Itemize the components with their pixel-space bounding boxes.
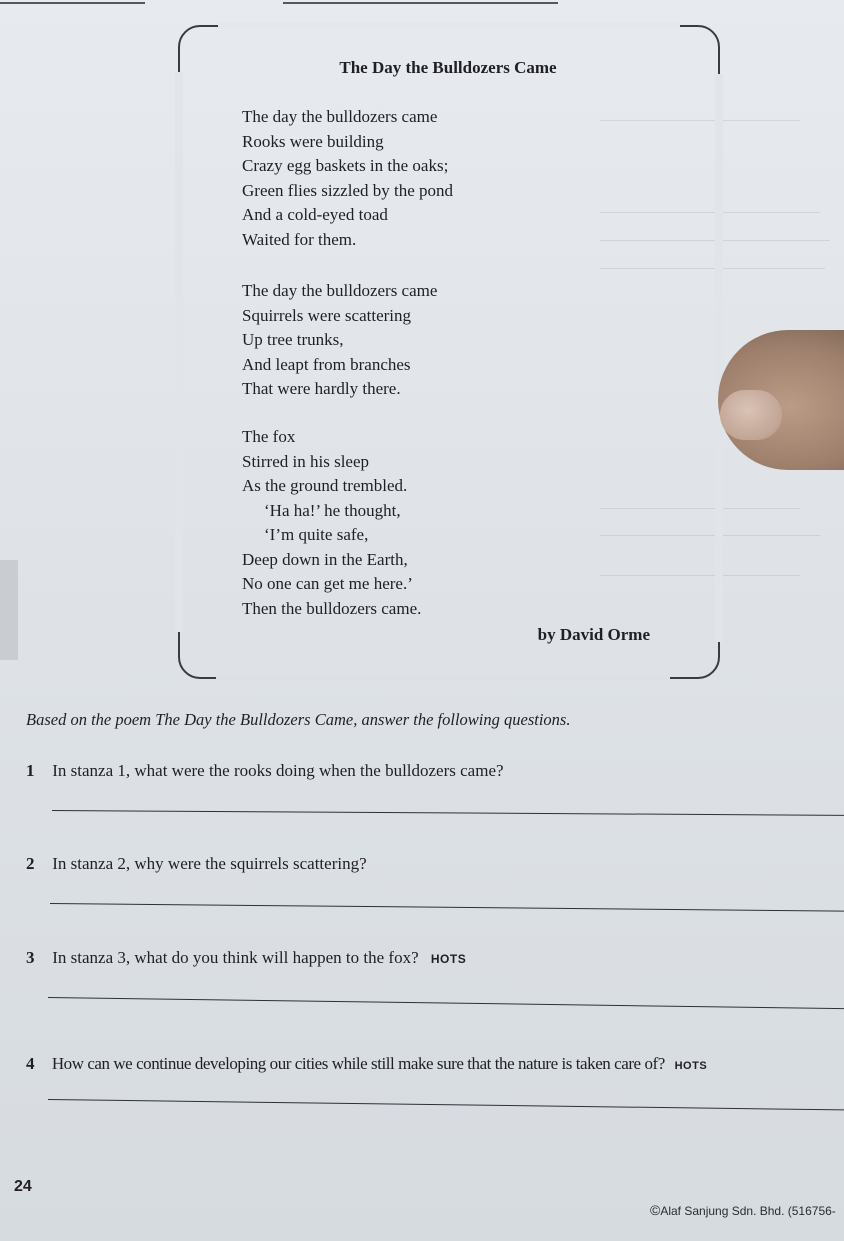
poem-author: by David Orme [537,625,650,644]
copyright-icon: © [650,1202,661,1218]
question-3 [26,948,466,968]
copyright-text: Alaf Sanjung Sdn. Bhd. (516756- [660,1204,836,1218]
question-number: 2 [26,854,35,873]
question-text: In stanza 3, what do you think will happen to the fox? [52,948,419,967]
poem-line: ‘I’m quite safe, [264,525,369,544]
page-number: 24 [14,1178,32,1195]
poem-stanza-1 [242,105,453,252]
poem-line: Deep down in the Earth, [242,549,408,569]
poem-line: Waited for them. [242,229,357,249]
poem-line: The fox [242,427,296,446]
answer-line-1[interactable] [52,810,844,816]
poem-line: The day the bulldozers came [242,281,438,300]
question-number: 1 [26,761,35,780]
question-4 [26,1054,707,1074]
question-1 [26,761,504,781]
poem-line: Green flies sizzled by the pond [242,180,454,200]
answer-line-4[interactable] [48,1099,844,1110]
poem-stanza-3 [242,425,421,621]
answer-line-2[interactable] [50,903,844,912]
question-text: How can we continue developing our cities while still make sure that the nature is taken care of? [51,1054,665,1073]
poem-line: And a cold-eyed toad [242,205,388,224]
question-number: 3 [26,948,35,967]
poem-line: That were hardly there. [242,379,401,398]
poem-line: Up tree trunks, [242,330,344,349]
frame-gap [715,74,723,642]
answer-line-3[interactable] [48,997,844,1009]
poem-line: Then the bulldozers came. [242,598,422,618]
poem-stanza-2 [242,279,437,402]
frame-gap [216,675,670,682]
poem-line: ‘Ha ha!’ he thought, [264,500,401,520]
poem-line: Crazy egg baskets in the oaks; [242,156,449,175]
thumbnail-nail-overlay [720,390,782,440]
poem-line: As the ground trembled. [242,476,408,495]
poem-line: Rooks were building [242,131,384,151]
poem-title: The Day the Bulldozers Came [339,58,557,77]
poem-line: And leapt from branches [242,354,411,374]
frame-gap [175,72,183,632]
question-text: In stanza 2, why were the squirrels scattering? [52,854,367,873]
poem-line: Stirred in his sleep [242,451,370,471]
hots-badge: HOTS [674,1060,708,1072]
poem-line: Squirrels were scattering [242,305,411,325]
question-2 [26,854,367,874]
page-edge-tab [0,560,18,660]
poem-line: The day the bulldozers came [242,107,438,126]
copyright-notice [650,1202,836,1218]
question-number: 4 [26,1054,35,1073]
page-top-rule [283,2,558,4]
poem-line: No one can get me here.’ [242,574,413,593]
question-text: In stanza 1, what were the rooks doing when the bulldozers came? [52,761,504,780]
instruction-text: Based on the poem The Day the Bulldozers Came, answer the following questions. [26,710,571,729]
hots-badge: HOTS [430,952,467,966]
page-top-rule [0,2,145,4]
frame-gap [218,22,680,29]
